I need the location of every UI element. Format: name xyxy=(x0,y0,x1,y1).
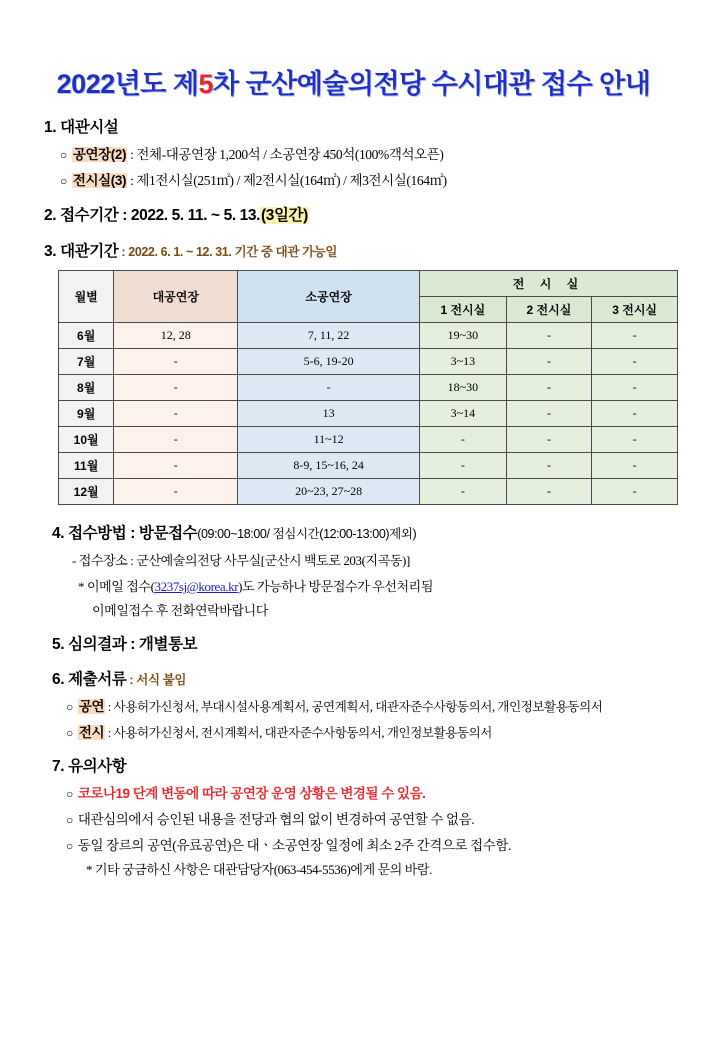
section-4-heading xyxy=(52,521,675,543)
bullet-circle-icon: ○ xyxy=(66,839,73,853)
table-row xyxy=(59,401,678,427)
section-1-item-1 xyxy=(60,143,675,163)
cell-big-hall: - xyxy=(114,453,238,479)
section-3-number: 3. xyxy=(44,243,57,260)
section-5-heading xyxy=(52,632,675,654)
bullet-circle-icon: ○ xyxy=(60,174,67,188)
cell-big-hall: 12, 28 xyxy=(114,323,238,349)
section-2-title: 접수기간 : 2022. 5. 11. ~ 5. 13. xyxy=(60,207,260,224)
cell-exh3: - xyxy=(592,453,678,479)
cell-month: 11월 xyxy=(59,453,114,479)
table-row xyxy=(59,323,678,349)
table-row xyxy=(59,349,678,375)
bullet-circle-icon: ○ xyxy=(60,148,67,162)
cell-exh1: 3~13 xyxy=(420,349,507,375)
bullet-circle-icon: ○ xyxy=(66,700,73,714)
page-title xyxy=(0,62,707,101)
notice-genre-interval: 동일 장르의 공연(유료공연)은 대ㆍ소공연장 일정에 최소 2주 간격으로 접수함. xyxy=(77,838,512,853)
section-6-title: 제출서류 xyxy=(68,671,127,688)
section-5-number: 5. xyxy=(52,636,65,653)
document-body xyxy=(0,115,707,878)
facility-label-performance: 공연장(2) xyxy=(72,147,127,162)
cell-big-hall: - xyxy=(114,375,238,401)
cell-exh1: 18~30 xyxy=(420,375,507,401)
header-exhibition-3: 3 전시실 xyxy=(592,297,678,323)
section-7-footnote: * 기타 궁금하신 사항은 대관담당자(063-454-5536)에게 문의 바람. xyxy=(86,862,432,877)
cell-big-hall: - xyxy=(114,479,238,505)
section-4-location: - 접수장소 : 군산예술의전당 사무실[군산시 백토로 203(지곡동)] xyxy=(72,553,410,568)
bullet-circle-icon: ○ xyxy=(66,787,73,801)
title-text-number: 5 xyxy=(198,69,213,99)
cell-exh2: - xyxy=(506,349,592,375)
table-row xyxy=(59,453,678,479)
section-1-title: 대관시설 xyxy=(60,119,119,136)
section-2-number: 2. xyxy=(44,207,57,224)
cell-exh1: - xyxy=(420,453,507,479)
section-7-title: 유의사항 xyxy=(68,758,127,775)
table-row xyxy=(59,427,678,453)
section-3-title: 대관기간 xyxy=(60,243,119,260)
section-1-number: 1. xyxy=(44,119,57,136)
cell-exh2: - xyxy=(506,453,592,479)
header-month: 월별 xyxy=(59,271,114,323)
cell-exh3: - xyxy=(592,427,678,453)
cell-exh2: - xyxy=(506,323,592,349)
title-text-part2: 차 군산예술의전당 수시대관 접수 안내 xyxy=(213,69,651,99)
cell-exh1: - xyxy=(420,479,507,505)
header-exhibition-2: 2 전시실 xyxy=(506,297,592,323)
cell-month: 6월 xyxy=(59,323,114,349)
section-7-item-3 xyxy=(66,834,675,854)
section-3-heading xyxy=(44,239,675,261)
section-2-heading xyxy=(44,203,675,225)
cell-exh1: 3~14 xyxy=(420,401,507,427)
section-1-heading xyxy=(44,115,675,137)
email-link[interactable]: 3237sj@korea.kr xyxy=(154,579,239,594)
cell-month: 9월 xyxy=(59,401,114,427)
cell-exh3: - xyxy=(592,323,678,349)
table-row xyxy=(59,479,678,505)
cell-month: 10월 xyxy=(59,427,114,453)
header-exhibition: 전 시 실 xyxy=(420,271,678,297)
document-page xyxy=(0,62,707,1062)
cell-small-hall: 13 xyxy=(238,401,420,427)
cell-exh2: - xyxy=(506,427,592,453)
rental-schedule-table xyxy=(58,270,678,505)
cell-small-hall: 8-9, 15~16, 24 xyxy=(238,453,420,479)
cell-exh3: - xyxy=(592,479,678,505)
cell-big-hall: - xyxy=(114,401,238,427)
cell-exh2: - xyxy=(506,401,592,427)
section-4-email-followup: 이메일접수 후 전화연락바랍니다 xyxy=(92,603,268,618)
facility-detail-performance: : 전체-대공연장 1,200석 / 소공연장 450석(100%객석오픈) xyxy=(127,147,444,162)
document-label-exhibition: 전시 xyxy=(78,725,105,740)
cell-exh3: - xyxy=(592,375,678,401)
notice-approval: 대관심의에서 승인된 내용을 전당과 협의 없이 변경하여 공연할 수 없음. xyxy=(77,812,475,827)
section-5-title: 심의결과 : 개별통보 xyxy=(68,636,198,653)
document-list-exhibition: : 사용허가신청서, 전시계획서, 대관자준수사항동의서, 개인정보활용동의서 xyxy=(105,726,492,740)
cell-month: 8월 xyxy=(59,375,114,401)
section-7-item-1 xyxy=(66,782,675,802)
cell-month: 12월 xyxy=(59,479,114,505)
cell-month: 7월 xyxy=(59,349,114,375)
section-7-heading xyxy=(52,754,675,776)
notice-covid: 코로나19 단계 변동에 따라 공연장 운영 상황은 변경될 수 있음. xyxy=(77,786,426,801)
cell-small-hall: 20~23, 27~28 xyxy=(238,479,420,505)
cell-exh1: - xyxy=(420,427,507,453)
section-2-highlight: (3일간) xyxy=(261,207,308,224)
document-list-performance: : 사용허가신청서, 부대시설사용계획서, 공연계획서, 대관자준수사항동의서, 개인정보활용동의서 xyxy=(105,700,603,714)
section-6-number: 6. xyxy=(52,671,65,688)
section-1-item-2 xyxy=(60,169,675,189)
email-note-suffix: )도 가능하나 방문접수가 우선처리됨 xyxy=(238,579,433,594)
section-7-item-2 xyxy=(66,808,675,828)
section-7-number: 7. xyxy=(52,758,65,775)
section-6-subtitle: : 서식 붙임 xyxy=(126,673,187,687)
cell-exh2: - xyxy=(506,375,592,401)
section-4-number: 4. xyxy=(52,525,65,542)
bullet-circle-icon: ○ xyxy=(66,726,73,740)
table-header-row-1 xyxy=(59,271,678,297)
section-6-heading xyxy=(52,667,675,689)
cell-small-hall: 7, 11, 22 xyxy=(238,323,420,349)
facility-detail-exhibition: : 제1전시실(251㎡) / 제2전시실(164㎡) / 제3전시실(164㎡) xyxy=(127,173,447,188)
cell-big-hall: - xyxy=(114,349,238,375)
table-row xyxy=(59,375,678,401)
section-6-item-2 xyxy=(66,721,675,741)
bullet-circle-icon: ○ xyxy=(66,813,73,827)
section-4-email-note xyxy=(78,576,675,595)
facility-label-exhibition: 전시실(3) xyxy=(72,173,127,188)
header-small-hall: 소공연장 xyxy=(238,271,420,323)
document-label-performance: 공연 xyxy=(78,699,105,714)
cell-exh2: - xyxy=(506,479,592,505)
cell-exh3: - xyxy=(592,349,678,375)
cell-small-hall: - xyxy=(238,375,420,401)
cell-exh1: 19~30 xyxy=(420,323,507,349)
section-4-title: 접수방법 : 방문접수 xyxy=(68,525,198,542)
email-note-prefix: * 이메일 접수( xyxy=(78,579,155,594)
section-4-hours: (09:00~18:00/ 점심시간(12:00-13:00)제외) xyxy=(197,527,417,541)
header-exhibition-1: 1 전시실 xyxy=(420,297,507,323)
section-3-subtitle: : 2022. 6. 1. ~ 12. 31. 기간 중 대관 가능일 xyxy=(118,245,338,259)
section-6-item-1 xyxy=(66,695,675,715)
header-big-hall: 대공연장 xyxy=(114,271,238,323)
title-text-part1: 2022년도 제 xyxy=(56,69,199,99)
cell-exh3: - xyxy=(592,401,678,427)
cell-small-hall: 11~12 xyxy=(238,427,420,453)
cell-big-hall: - xyxy=(114,427,238,453)
cell-small-hall: 5-6, 19-20 xyxy=(238,349,420,375)
